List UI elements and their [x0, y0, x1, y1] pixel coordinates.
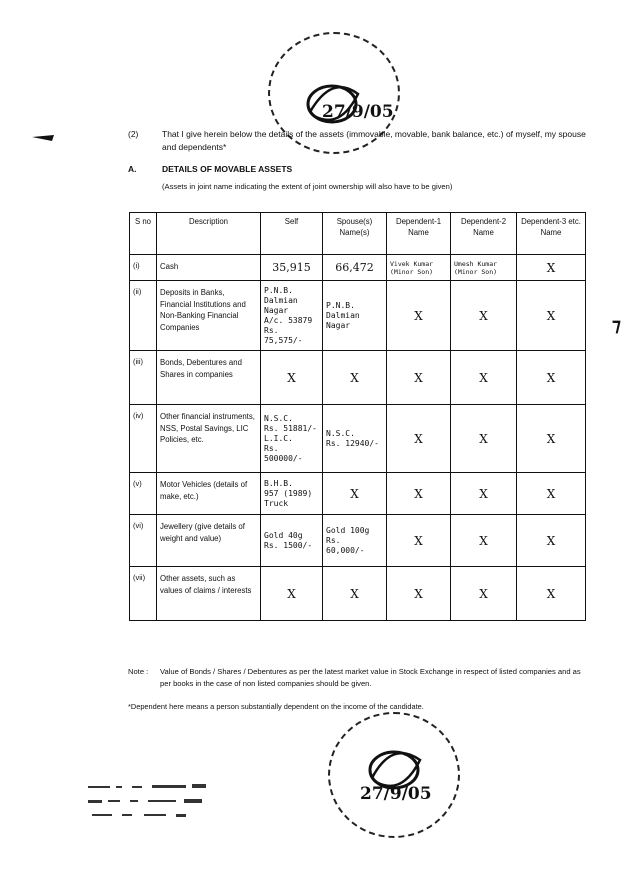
header-description: Description [157, 213, 261, 255]
row-description: Bonds, Debentures and Shares in companies [157, 351, 261, 405]
table-row [130, 567, 586, 621]
spouse-value: X [323, 351, 387, 405]
header-dependent-3: Dependent-3 etc. Name [517, 213, 586, 255]
dependent-3-value: X [517, 515, 586, 567]
section-letter: A. [128, 164, 137, 174]
self-value: N.S.C. Rs. 51881/- L.I.C. Rs. 500000/- [261, 405, 323, 473]
header-self: Self [261, 213, 323, 255]
movable-assets-table [129, 212, 586, 621]
table-row [130, 281, 586, 351]
row-description: Motor Vehicles (details of make, etc.) [157, 473, 261, 515]
dependent-1-value: X [387, 281, 451, 351]
header-sno: S no [130, 213, 157, 255]
table-row [130, 255, 586, 281]
stamp-date-bottom: 27/9/05 [360, 784, 432, 804]
dependent-footnote: *Dependent here means a person substantially dependent on the income of the candidate. [128, 702, 424, 711]
intro-number: (2) [128, 129, 139, 139]
table-row [130, 473, 586, 515]
section-note: (Assets in joint name indicating the extent of joint ownership will also have to be given) [162, 182, 453, 191]
self-value: Gold 40g Rs. 1500/- [261, 515, 323, 567]
section-title: DETAILS OF MOVABLE ASSETS [162, 164, 293, 174]
punch-mark-icon [30, 130, 56, 142]
self-value: B.H.B. 957 (1989) Truck [261, 473, 323, 515]
self-value: P.N.B. Dalmian Nagar A/c. 53879 Rs. 75,575/- [261, 281, 323, 351]
dependent-2-value: X [451, 567, 517, 621]
table-header-row [130, 213, 586, 255]
note-label: Note : [128, 667, 149, 676]
dependent-1-value: X [387, 567, 451, 621]
dependent-1-value: X [387, 351, 451, 405]
faded-notary-seal-text [88, 780, 238, 829]
row-number: (v) [130, 473, 157, 515]
dependent-2-value: X [451, 515, 517, 567]
row-description: Other assets, such as values of claims / interests [157, 567, 261, 621]
dependent-1-value: Vivek Kumar (Minor Son) [387, 255, 451, 281]
self-value: X [261, 351, 323, 405]
dependent-2-value: Umesh Kumar (Minor Son) [451, 255, 517, 281]
spouse-value: X [323, 567, 387, 621]
table-row [130, 515, 586, 567]
faded-text-icon [88, 780, 238, 824]
dependent-1-value: X [387, 405, 451, 473]
dependent-1-value: X [387, 473, 451, 515]
table-row [130, 351, 586, 405]
row-description: Deposits in Banks, Financial Institutions and Non-Banking Financial Companies [157, 281, 261, 351]
spouse-value: Gold 100g Rs. 60,000/- [323, 515, 387, 567]
margin-mark-icon: ⁊ [612, 315, 621, 335]
row-number: (iv) [130, 405, 157, 473]
note-text: Value of Bonds / Shares / Debentures as per the latest market value in Stock Exchange in respect of listed companies and as per books in the case of non listed companies should be given. [160, 667, 581, 688]
header-dependent-2: Dependent-2 Name [451, 213, 517, 255]
notary-stamp-bottom [328, 712, 460, 838]
dependent-3-value: X [517, 351, 586, 405]
intro-text: That I give herein below the details of the assets (immovable, movable, bank balance, etc.) of myself, my spouse and dependents* [162, 129, 586, 152]
table-row [130, 405, 586, 473]
dependent-3-value: X [517, 255, 586, 281]
header-dependent-1: Dependent-1 Name [387, 213, 451, 255]
dependent-3-value: X [517, 405, 586, 473]
signature-scribble-icon [330, 714, 458, 836]
self-value: 35,915 [261, 255, 323, 281]
dependent-2-value: X [451, 473, 517, 515]
row-number: (ii) [130, 281, 157, 351]
dependent-2-value: X [451, 281, 517, 351]
dependent-3-value: X [517, 281, 586, 351]
row-number: (iii) [130, 351, 157, 405]
row-description: Jewellery (give details of weight and value) [157, 515, 261, 567]
dependent-3-value: X [517, 473, 586, 515]
stamp-date-top: 27/9/05 [322, 102, 394, 122]
spouse-value: P.N.B. Dalmian Nagar [323, 281, 387, 351]
section-heading [128, 164, 293, 174]
row-number: (vii) [130, 567, 157, 621]
dependent-2-value: X [451, 351, 517, 405]
row-number: (i) [130, 255, 157, 281]
dependent-1-value: X [387, 515, 451, 567]
dependent-3-value: X [517, 567, 586, 621]
dependent-2-value: X [451, 405, 517, 473]
spouse-value: 66,472 [323, 255, 387, 281]
self-value: X [261, 567, 323, 621]
spouse-value: X [323, 473, 387, 515]
spouse-value: N.S.C. Rs. 12940/- [323, 405, 387, 473]
row-number: (vi) [130, 515, 157, 567]
row-description: Other financial instruments, NSS, Postal Savings, LIC Policies, etc. [157, 405, 261, 473]
row-description: Cash [157, 255, 261, 281]
header-spouse: Spouse(s) Name(s) [323, 213, 387, 255]
